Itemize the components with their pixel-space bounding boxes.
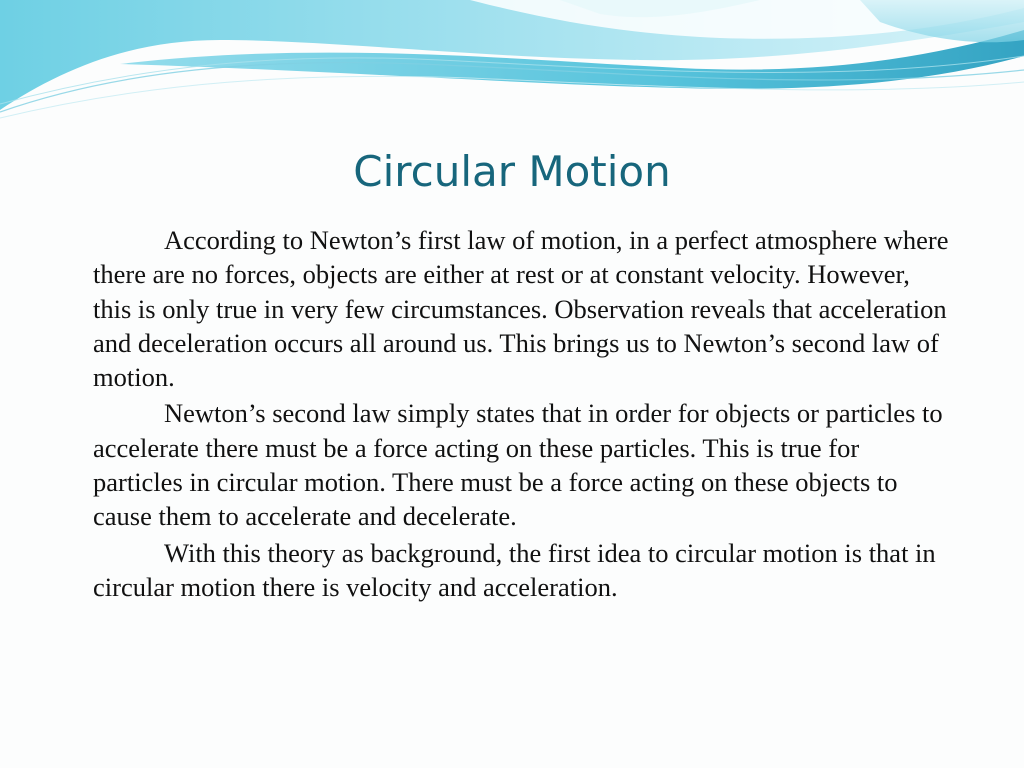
- paragraph-circular-motion-idea: With this theory as background, the first idea to circular motion is that in circular motion there is velocity and acceleration.: [93, 537, 936, 602]
- slide-title: Circular Motion: [353, 147, 671, 196]
- paragraph-newton-second-law: Newton’s second law simply states that in order for objects or particles to accelerate there must be a force acting on these particles. This is true for particles in circular motion. There must be a force acting on these objects to cause them to accelerate and decelerate.: [93, 398, 943, 532]
- wave-header-decoration: [0, 0, 1024, 130]
- paragraph-newton-first-law: According to Newton’s first law of motion, in a perfect atmosphere where there are no forces, objects are either at rest or at constant velocity. However, this is only true in very few circumstances. Observation reveals that acceleration and deceleration occurs all around us. This brings us to Newton’s second law of motion.: [93, 225, 949, 393]
- slide-body: [93, 223, 953, 606]
